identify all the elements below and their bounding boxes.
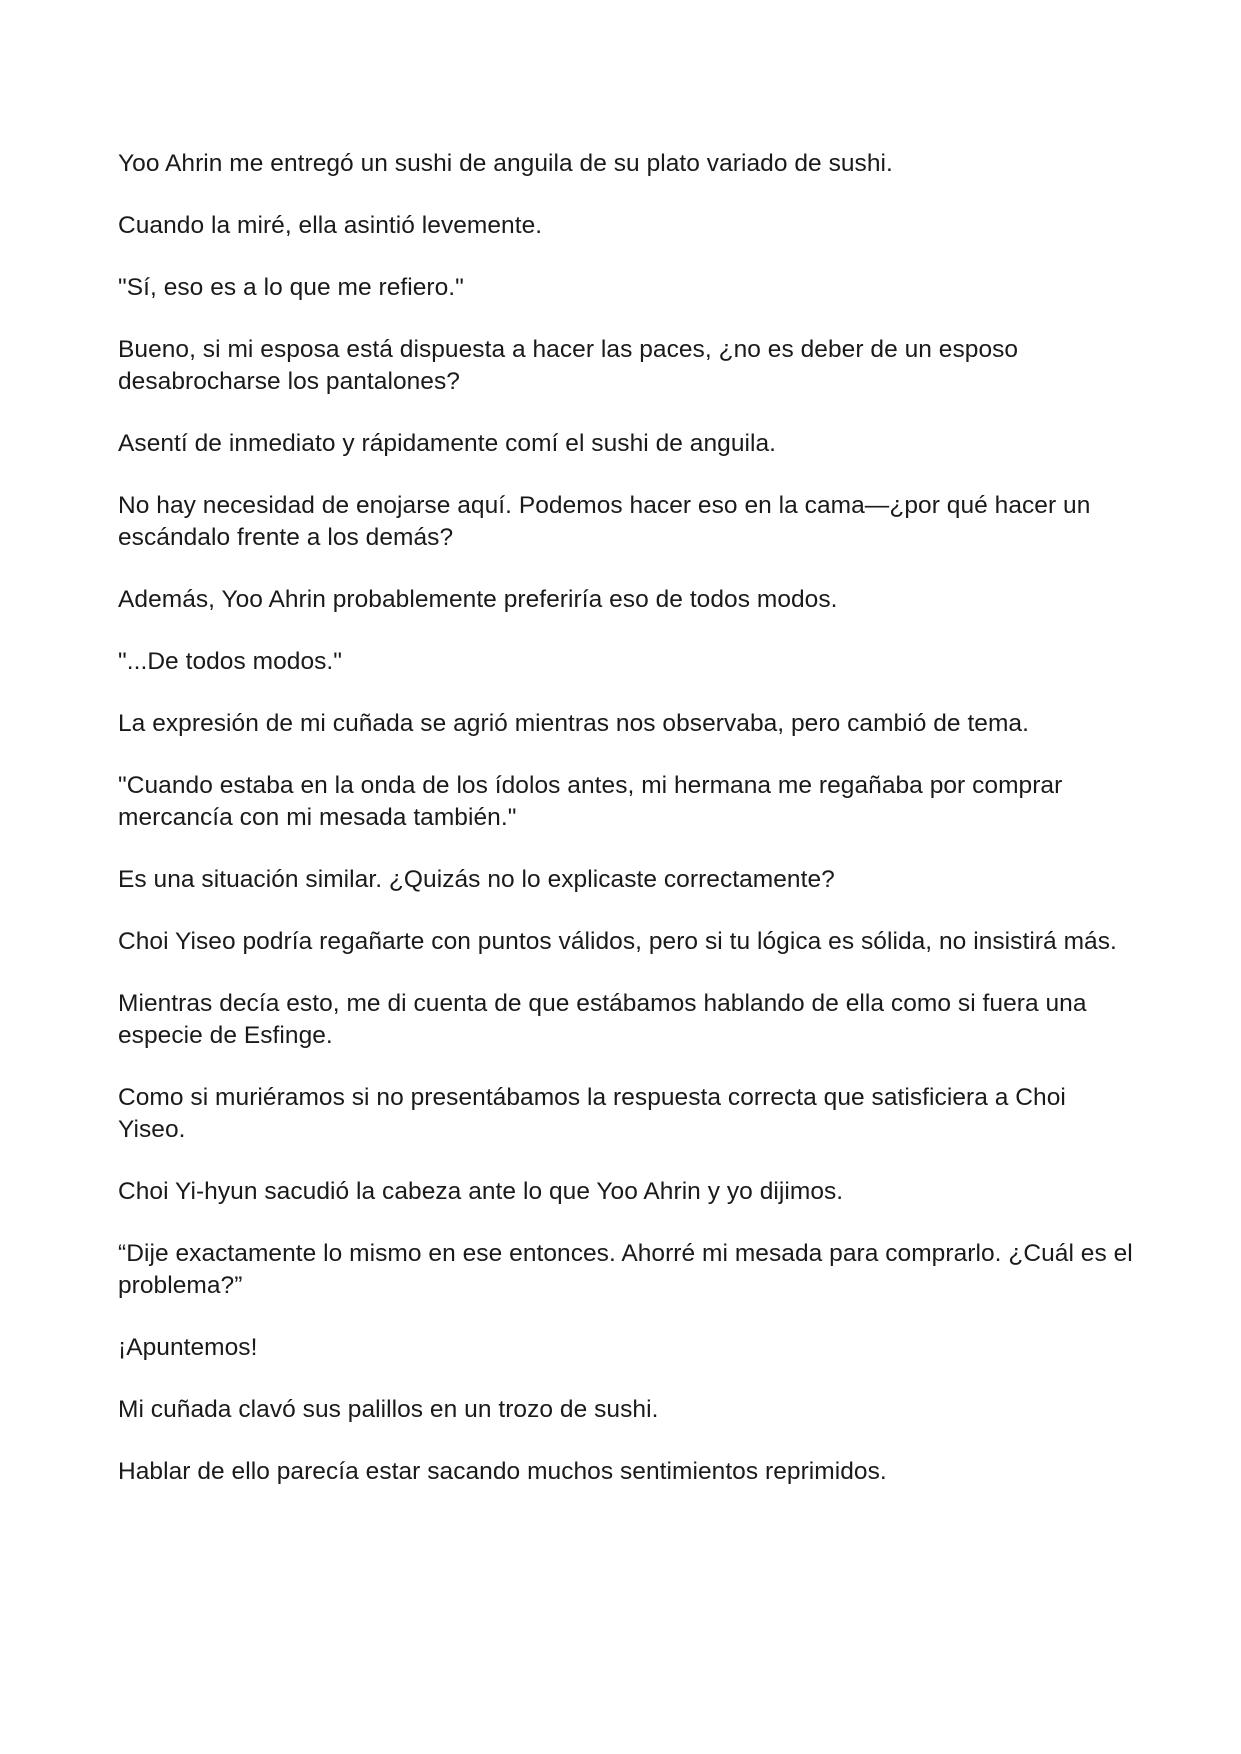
paragraph: La expresión de mi cuñada se agrió mientras nos observaba, pero cambió de tema. (118, 710, 1029, 737)
paragraph: Choi Yiseo podría regañarte con puntos válidos, pero si tu lógica es sólida, no insistirá más. (118, 928, 1117, 955)
paragraph: "...De todos modos." (118, 648, 343, 675)
paragraph: “Dije exactamente lo mismo en ese entonces. Ahorré mi mesada para comprarlo. ¿Cuál es el problema?” (118, 1240, 1133, 1299)
paragraph: Como si muriéramos si no presentábamos la respuesta correcta que satisficiera a Choi Yiseo. (118, 1084, 1066, 1143)
paragraph: Mi cuñada clavó sus palillos en un trozo de sushi. (118, 1396, 659, 1423)
paragraph: Además, Yoo Ahrin probablemente preferiría eso de todos modos. (118, 586, 838, 613)
paragraph: Cuando la miré, ella asintió levemente. (118, 212, 543, 239)
paragraph: Mientras decía esto, me di cuenta de que estábamos hablando de ella como si fuera una especie de Esfinge. (118, 990, 1087, 1049)
paragraph: Bueno, si mi esposa está dispuesta a hacer las paces, ¿no es deber de un esposo desabrocharse los pantalones? (118, 336, 1019, 395)
paragraph: Hablar de ello parecía estar sacando muchos sentimientos reprimidos. (118, 1458, 887, 1485)
paragraph: Choi Yi-hyun sacudió la cabeza ante lo que Yoo Ahrin y yo dijimos. (118, 1178, 844, 1205)
paragraph: ¡Apuntemos! (118, 1334, 258, 1361)
paragraph: Yoo Ahrin me entregó un sushi de anguila de su plato variado de sushi. (118, 150, 893, 177)
paragraph: "Cuando estaba en la onda de los ídolos antes, mi hermana me regañaba por comprar mercancía con mi mesada también." (118, 772, 1063, 831)
document-body (118, 148, 1138, 1518)
paragraph: Es una situación similar. ¿Quizás no lo explicaste correctamente? (118, 866, 835, 893)
paragraph: No hay necesidad de enojarse aquí. Podemos hacer eso en la cama—¿por qué hacer un escándalo frente a los demás? (118, 492, 1091, 551)
paragraph: "Sí, eso es a lo que me refiero." (118, 274, 464, 301)
paragraph: Asentí de inmediato y rápidamente comí el sushi de anguila. (118, 430, 777, 457)
